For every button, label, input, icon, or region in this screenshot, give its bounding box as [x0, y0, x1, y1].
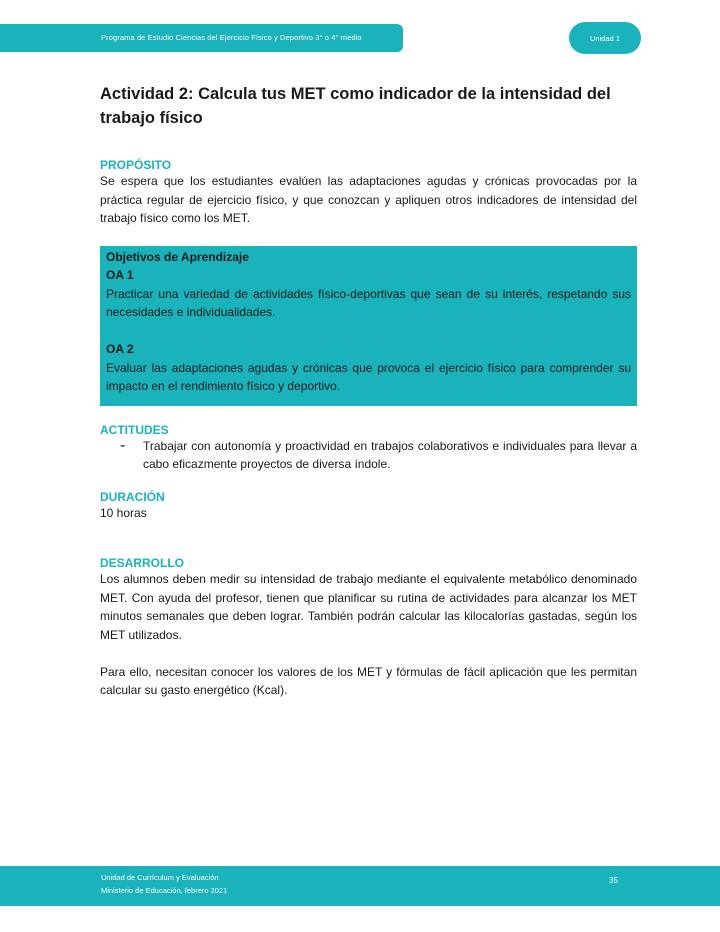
- desarrollo-heading: DESARROLLO: [100, 556, 184, 570]
- list-item: [100, 437, 637, 474]
- proposito-text: Se espera que los estudiantes evalúen las adaptaciones agudas y crónicas provocadas por la práctica regular de ejercicio físico, y que conozcan y apliquen otros indicadores de intensidad del trabajo físico como los MET.: [100, 174, 637, 225]
- objetivos-box: [100, 246, 637, 406]
- duracion-heading: DURACIÓN: [100, 489, 165, 504]
- oa1-label: OA 1: [106, 268, 134, 282]
- actitud-text: Trabajar con autonomía y proactividad en trabajos colaborativos e individuales para llevar a cabo eficazmente proyectos de diversa índole.: [143, 438, 637, 471]
- oa2-text: Evaluar las adaptaciones agudas y crónicas que provoca el ejercicio físico para comprender su impacto en el rendimiento físico y deportivo.: [106, 360, 631, 393]
- oa2-label: OA 2: [106, 342, 134, 356]
- bullet-marker: -: [120, 436, 126, 454]
- unit-badge: Unidad 1: [569, 22, 641, 54]
- oa1-text: Practicar una variedad de actividades físico-deportivas que sean de su interés, respetando sus necesidades e individualidades.: [106, 286, 631, 319]
- desarrollo-paragraph-1: Los alumnos deben medir su intensidad de trabajo mediante el equivalente metabólico denominado MET. Con ayuda del profesor, tienen que planificar su rutina de actividades para alcanzar los MET minutos semanales que deben lograr. También podrán calcular las kilocalorías gastadas, según los MET utilizados.: [100, 572, 637, 642]
- desarrollo-paragraph-2: Para ello, necesitan conocer los valores de los MET y fórmulas de fácil aplicación que les permitan calcular su gasto energético (Kcal).: [100, 664, 637, 697]
- actitudes-heading: ACTITUDES: [100, 422, 169, 437]
- proposito-heading: PROPÓSITO: [100, 158, 172, 172]
- footer-line-2: Ministerio de Educación, febrero 2021: [101, 886, 228, 895]
- activity-title: Actividad 2: Calcula tus MET como indicador de la intensidad del trabajo físico: [100, 85, 611, 127]
- objetivos-heading: Objetivos de Aprendizaje: [106, 249, 249, 264]
- footer-line-1: Unidad de Currículum y Evaluación: [101, 873, 219, 882]
- page-number: 35: [609, 876, 618, 885]
- duracion-text: 10 horas: [100, 505, 147, 520]
- program-title: Programa de Estudio Ciencias del Ejercicio Físico y Deportivo 3° o 4° medio: [101, 33, 362, 42]
- main-content: [100, 82, 637, 700]
